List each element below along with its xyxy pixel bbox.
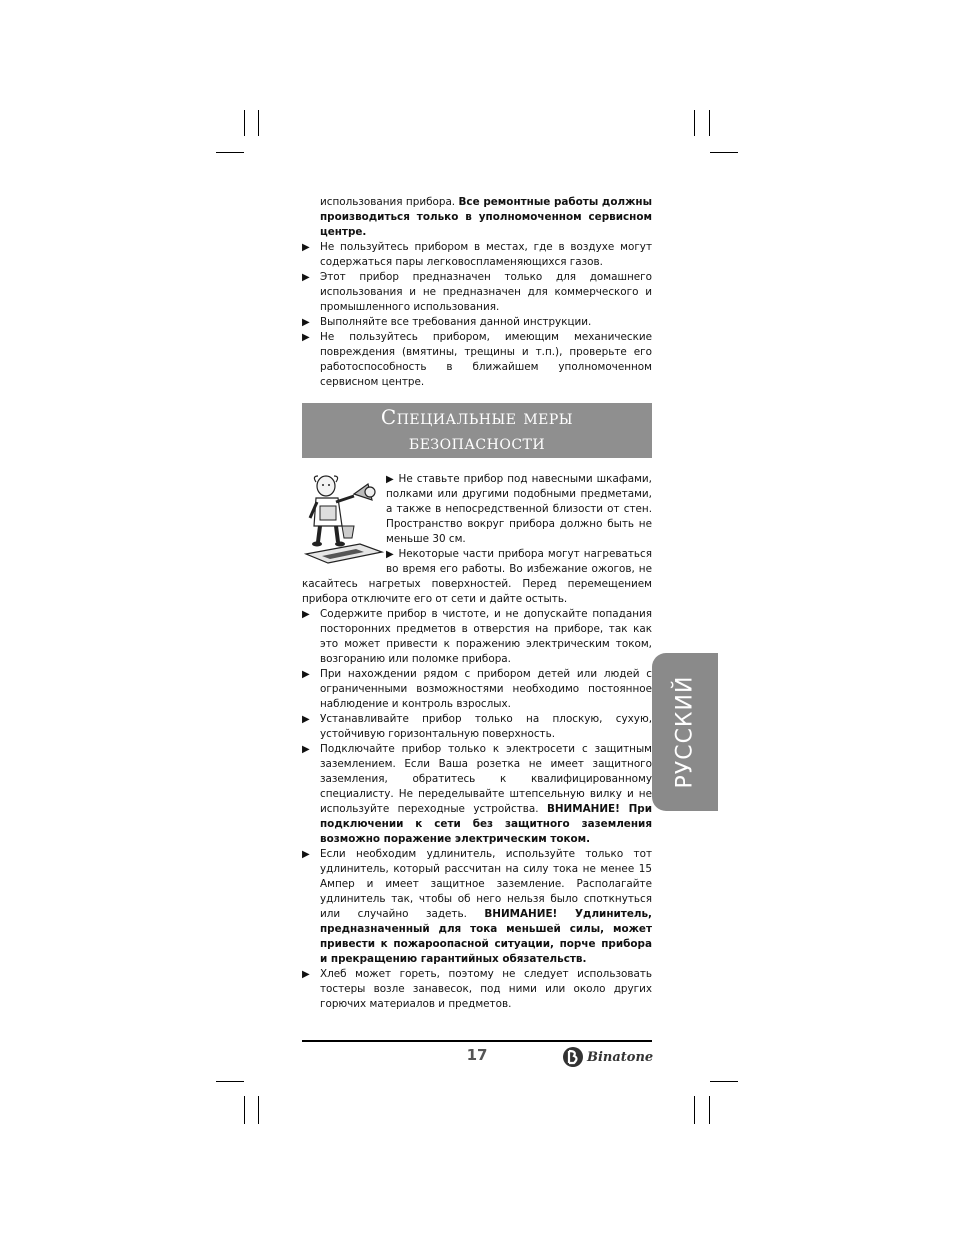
crop-mark — [244, 1096, 245, 1124]
list-item: ▶ Выполняйте все требования данной инструкции. — [302, 316, 592, 328]
list-item: ▶ Хлеб может гореть, поэтому не следует использовать тостеры возле занавесок, под ними или около других горючих материалов и предметов. — [302, 968, 652, 1010]
section-heading — [302, 403, 652, 458]
triangle-right-icon: ▶ — [302, 242, 310, 253]
list-item: ▶ Подключайте прибор только к электросети с защитным заземлением. Если Ваша розетка не имеет защитного заземления, обратитесь к квалифицированному специалисту. Не переделывайте штепсельную вилку и не используйте переходные устройства. ВНИМАНИЕ! При подключении к сети без защитного заземления возможно поражение электрическим током. — [302, 743, 652, 845]
triangle-right-icon: ▶ — [302, 609, 310, 620]
section-heading-line: безопасности — [408, 430, 546, 454]
triangle-right-icon: ▶ — [386, 549, 395, 560]
list-item: ▶ Устанавливайте прибор только на плоскую, сухую, устойчивую горизонтальную поверхность. — [302, 713, 652, 740]
crop-mark — [694, 110, 695, 136]
triangle-right-icon: ▶ — [302, 744, 310, 755]
crop-mark — [709, 110, 710, 136]
section-heading-line: Специальные меры — [380, 405, 574, 429]
crop-mark — [710, 152, 738, 153]
binatone-logo-icon — [562, 1046, 584, 1068]
crop-mark — [244, 110, 245, 136]
warning-text: ВНИМАНИЕ! Удлинитель, предназначенный для тока меньшей силы, может привести к пожароопасной ситуации, порче прибора и прекращению гарантийных обязательств. — [320, 908, 652, 965]
triangle-right-icon: ▶ — [302, 714, 310, 725]
list-item: ▶ Некоторые части прибора могут нагреваться во время его работы. Во избежание ожогов, не касайтесь нагретых поверхностей. Перед перемещением прибора отключите его от сети и дайте остыть. — [302, 548, 652, 605]
triangle-right-icon: ▶ — [386, 474, 395, 485]
illustrated-block — [302, 472, 652, 607]
list-item: ▶ Этот прибор предназначен только для домашнего использования и не предназначен для коммерческого и промышленного использования. — [302, 271, 652, 313]
list-item: ▶ Не пользуйтесь прибором в местах, где в воздухе могут содержаться пары легковоспламеняющихся газов. — [302, 241, 652, 268]
list-item: ▶ При нахождении рядом с прибором детей или людей с ограниченными возможностями необходимо постоянное наблюдение и контроль взрослых. — [302, 668, 652, 710]
list-item: ▶ Если необходим удлинитель, используйте только тот удлинитель, который рассчитан на силу тока не менее 15 Ампер и имеет защитное заземление. Располагайте удлинитель так, чтобы об него нельзя было споткнуться или случайно задеть. ВНИМАНИЕ! Удлинитель, предназначенный для тока меньшей силы, может привести к пожароопасной ситуации, порче прибора и прекращению гарантийных обязательств. — [302, 848, 652, 965]
crop-mark — [216, 152, 244, 153]
page-content — [302, 195, 652, 1012]
triangle-right-icon: ▶ — [302, 669, 310, 680]
worker-with-toaster-illustration — [302, 472, 384, 564]
footer-rule — [302, 1040, 652, 1042]
triangle-right-icon: ▶ — [302, 272, 310, 283]
triangle-right-icon: ▶ — [302, 969, 310, 980]
triangle-right-icon: ▶ — [302, 332, 310, 343]
crop-mark — [694, 1096, 695, 1124]
language-tab — [652, 653, 718, 811]
triangle-right-icon: ▶ — [302, 317, 310, 328]
crop-mark — [709, 1096, 710, 1124]
list-item: ▶ Не пользуйтесь прибором, имеющим механические повреждения (вмятины, трещины и т.п.), проверьте его работоспособность в ближайшем уполномоченном сервисном центре. — [302, 331, 652, 388]
intro-text: использования прибора. — [320, 196, 456, 208]
triangle-right-icon: ▶ — [302, 849, 310, 860]
brand-logo — [562, 1046, 654, 1068]
intro-bold-text: Все ремонтные работы должны производиться только в уполномоченном сервисном центре. — [320, 196, 652, 238]
crop-mark — [258, 110, 259, 136]
list-item: ▶ Не ставьте прибор под навесными шкафами, полками или другими подобными предметами, а также в непосредственной близости от стен. Пространство вокруг прибора должно быть не меньше 30 см. — [386, 473, 652, 545]
intro-paragraph — [302, 195, 652, 240]
warning-text: ВНИМАНИЕ! При подключении к сети без защитного заземления возможно поражение электрическим током. — [320, 803, 652, 845]
brand-name: Binatone — [587, 1049, 654, 1065]
crop-mark — [258, 1096, 259, 1124]
list-item: ▶ Содержите прибор в чистоте, и не допускайте попадания посторонних предметов в отверстия на приборе, так как это может привести к поражению электрическим током, возгоранию или поломке прибора. — [302, 608, 652, 665]
crop-mark — [216, 1081, 244, 1082]
page-number: 17 — [466, 1046, 488, 1064]
language-tab-label: РУССКИЙ — [672, 675, 698, 789]
crop-mark — [710, 1081, 738, 1082]
